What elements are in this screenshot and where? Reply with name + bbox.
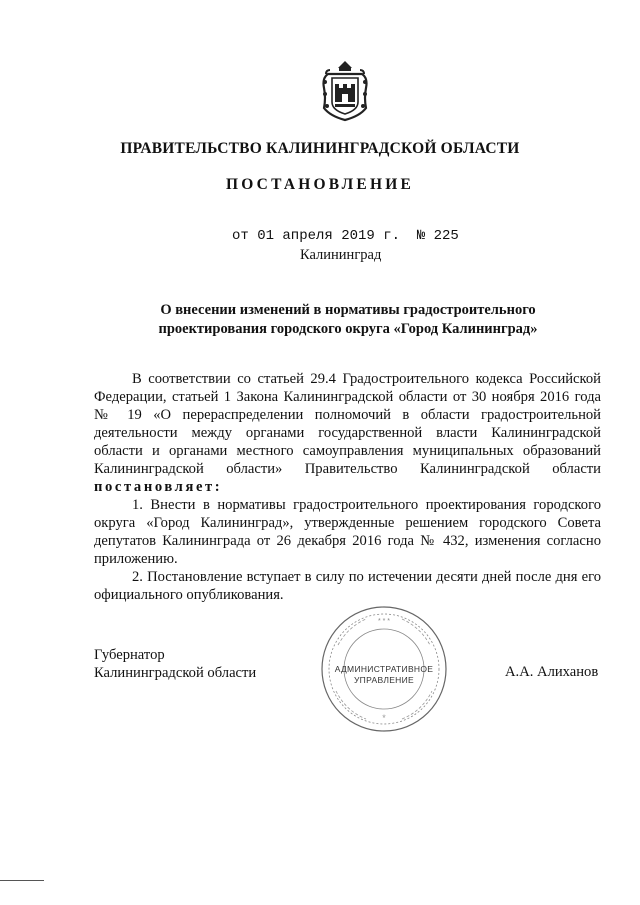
subject-line-2: проектирования городского округа «Город Калининград» — [158, 321, 538, 337]
footer-rule — [0, 880, 44, 881]
signatory-name: А.А. Алиханов — [505, 664, 599, 680]
signatory-position — [94, 646, 256, 682]
document-subject — [96, 301, 600, 339]
document-body — [94, 370, 601, 604]
signatory-title: Губернатор — [94, 647, 165, 663]
decree-word: постановляет: — [94, 479, 223, 495]
svg-text:*: * — [382, 713, 386, 723]
official-stamp — [318, 603, 450, 735]
item-2-paragraph: 2. Постановление вступает в силу по истечении десяти дней после дня его официального опубликования. — [94, 569, 601, 603]
coat-of-arms-emblem — [318, 58, 372, 122]
item-1-paragraph: 1. Внести в нормативы градостроительного проектирования городского округа «Город Калининград», утвержденные решением городского Совета депутатов Калининграда от 26 декабря 2016 года № 432, изменения согласно приложению. — [94, 497, 601, 567]
stamp-line-2: УПРАВЛЕНИЕ — [353, 675, 415, 685]
document-date-number: от 01 апреля 2019 г. № 225 — [232, 228, 459, 244]
document-type: ПОСТАНОВЛЕНИЕ — [225, 176, 415, 193]
document-city: Калининград — [300, 247, 382, 263]
svg-text:* * *: * * * — [377, 618, 391, 625]
signatory-region: Калининградской области — [94, 665, 257, 681]
intro-paragraph — [94, 370, 601, 496]
organization-title: ПРАВИТЕЛЬСТВО КАЛИНИНГРАДСКОЙ ОБЛАСТИ — [120, 140, 520, 157]
subject-line-1: О внесении изменений в нормативы градостроительного — [160, 302, 536, 318]
stamp-line-1: АДМИНИСТРАТИВНОЕ — [334, 664, 434, 674]
intro-text: В соответствии со статьей 29.4 Градостроительного кодекса Российской Федерации, статьей 1 Закона Калининградской области от 30 ноября 2016 года № 19 «О перераспределении полномочий в области градостроительной деятельности между органами государственной власти Калининградской области и органами местного самоуправления муниципальных образований Калининградской области» Правительство Калининградской области — [94, 371, 601, 477]
